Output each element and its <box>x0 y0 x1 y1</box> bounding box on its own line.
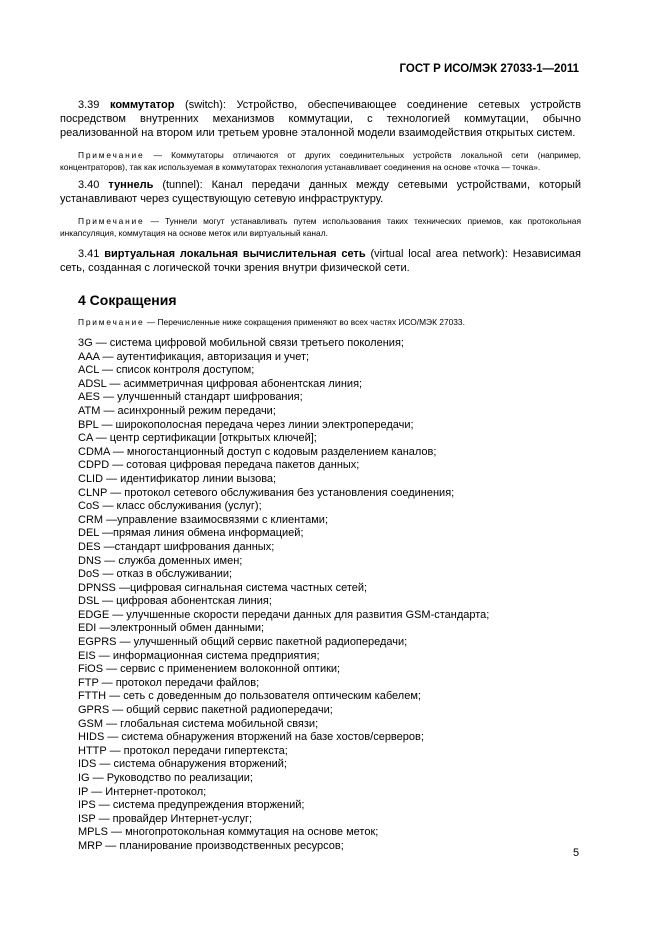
list-item: DNS — служба доменных имен; <box>78 554 243 567</box>
list-item: FiOS — сервис с применением волоконной оптики; <box>78 663 341 676</box>
note-switch: Примечание — Коммутаторы отличаются от других соединительных устройств локальной сети (например, концентраторов), так как используемая в коммутаторах технология устанавливает соединения на основе «точка — точка». <box>60 150 581 172</box>
page-content <box>60 98 581 854</box>
list-item: AAA — аутентификация, авторизация и учет; <box>78 350 310 363</box>
list-item: ACL — список контроля доступом; <box>78 364 255 377</box>
list-item: EGPRS — улучшенный общий сервис пакетной радиопередачи; <box>78 636 408 649</box>
list-item: CA — центр сертификации [открытых ключей]; <box>78 432 317 445</box>
list-item: CLNP — протокол сетевого обслуживания без установления соединения; <box>78 486 455 499</box>
term-3-40: 3.40 туннель (tunnel): Канал передачи данных между сетевыми устройствами, который устанавливают через существующую сетевую инфраструктуру. <box>60 179 581 205</box>
list-item: GPRS — общий сервис пакетной радиопередачи; <box>78 704 333 717</box>
list-item: ADSL — асимметричная цифровая абонентская линия; <box>78 377 363 390</box>
list-item: DPNSS —цифровая сигнальная система частных сетей; <box>78 581 368 594</box>
list-item: IDS — система обнаружения вторжений; <box>78 758 287 771</box>
page-number: 5 <box>573 847 580 859</box>
list-item: CRM —управление взаимосвязями с клиентами; <box>78 513 329 526</box>
list-item: AES — улучшенный стандарт шифрования; <box>78 391 303 404</box>
section-title: 4 Сокращения <box>78 292 177 308</box>
list-item: EDGE — улучшенные скорости передачи данных для развития GSM-стандарта; <box>78 608 490 621</box>
list-item: HTTP — протокол передачи гипертекста; <box>78 744 288 757</box>
list-item: EIS — информационная система предприятия; <box>78 649 320 662</box>
list-item: DoS — отказ в обслуживании; <box>78 568 233 581</box>
list-item: FTTH — сеть с доведенным до пользователя оптическим кабелем; <box>78 690 421 703</box>
list-item: EDI —электронный обмен данными; <box>78 622 265 635</box>
list-item: MRP — планирование производственных ресурсов; <box>78 839 344 852</box>
list-item: CDPD — сотовая цифровая передача пакетов данных; <box>78 459 360 472</box>
list-item: DEL —прямая линия обмена информацией; <box>78 527 304 540</box>
list-item: CoS — класс обслуживания (услуг); <box>78 500 262 513</box>
list-item: HIDS — система обнаружения вторжений на базе хостов/серверов; <box>78 731 424 744</box>
list-item: DSL — цифровая абонентская линия; <box>78 595 272 608</box>
list-item: FTP — протокол передачи файлов; <box>78 676 260 689</box>
term-3-41: 3.41 виртуальная локальная вычислительная сеть (virtual local area network): Независимая сеть, созданная с логической точки зрения внутри физической сети. <box>60 248 581 274</box>
list-item: 3G — система цифровой мобильной связи третьего поколения; <box>78 337 404 349</box>
list-item: MPLS — многопротокольная коммутация на основе меток; <box>78 826 379 839</box>
list-item: IP — Интернет-протокол; <box>78 785 207 798</box>
list-item: CDMA — многостанционный доступ с кодовым разделением каналов; <box>78 445 437 458</box>
list-item: GSM — глобальная система мобильной связи; <box>78 717 319 730</box>
list-item: CLID — идентификатор линии вызова; <box>78 472 277 485</box>
document-header: ГОСТ Р ИСО/МЭК 27033-1—2011 <box>399 63 579 75</box>
list-item: ISP — провайдер Интернет-услуг; <box>78 812 253 825</box>
list-item: BPL — широкополосная передача через линии электропередачи; <box>78 418 414 431</box>
list-item: IPS — система предупреждения вторжений; <box>78 799 305 812</box>
term-3-39: 3.39 коммутатор (switch): Устройство, обеспечивающее соединение сетевых устройств посредством внутренних механизмов коммутации, с технологией коммутации, обычно реализованной на втором или третьем уровне эталонной модели взаимодействия открытых систем. <box>60 99 581 139</box>
note-abbreviations: Примечание — Перечисленные ниже сокращения применяют во всех частях ИСО/МЭК 27033. <box>78 317 465 327</box>
note-tunnel: Примечание — Туннели могут устанавливать путем использования таких технических приемов, как протокольная инкапсуляция, коммутация на основе меток или виртуальный канал. <box>60 216 581 238</box>
list-item: ATM — асинхронный режим передачи; <box>78 404 276 417</box>
abbreviation-list <box>60 337 581 854</box>
list-item: IG — Руководство по реализации; <box>78 772 253 784</box>
list-item: DES —стандарт шифрования данных; <box>78 540 275 553</box>
